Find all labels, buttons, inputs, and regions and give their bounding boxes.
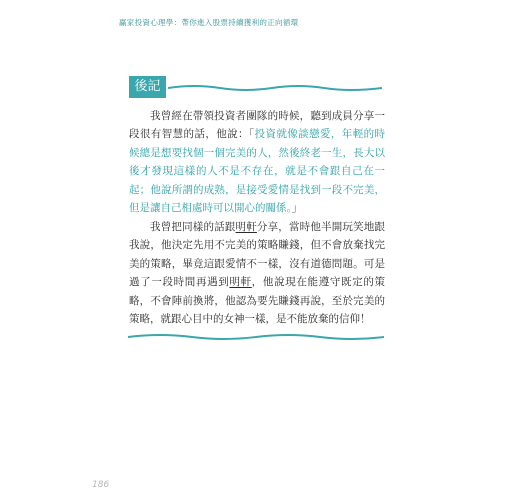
paragraph-1-quote: 投資就像談戀愛，年輕的時候總是想要找個一個完美的人，然後終老一生，長大以後才發現這樣的人不是不存在，就是不會跟自己在一起；他說所謂的成熟，是接受愛情是找到一段不完美，但是讓自己相處時可以開心的關係。 xyxy=(129,128,386,215)
paragraph-2 xyxy=(129,218,385,328)
paragraph-1-close: 」 xyxy=(291,202,303,215)
person-name-1: 明軒 xyxy=(235,221,257,233)
paragraph-1-lead: 我曾經在帶領投資者團隊的時候，聽到成員分享一段很有智慧的話，他說：「 xyxy=(129,110,385,141)
running-header: 贏家投資心理學：帶你進入股票持續獲利的正向循環 xyxy=(119,18,299,27)
page-number: 186 xyxy=(92,480,110,490)
paragraph-2-part2: 分享，當時他半開玩笑地跟我說，他決定先用不完美的策略賺錢，但不會放棄找完美的策略，畢竟這跟愛情不一樣，沒有道德問題。可是過了一段時間再遇到 xyxy=(129,221,386,289)
title-wave-divider xyxy=(168,82,382,94)
section-title: 後記 xyxy=(129,76,166,98)
paragraph-1 xyxy=(129,107,385,217)
bottom-wave-divider xyxy=(128,331,384,343)
person-name-2: 明軒 xyxy=(229,276,252,289)
paragraph-2-part1: 我曾把同樣的話跟 xyxy=(150,221,236,233)
paragraph-2-part3: ，他說現在能遵守既定的策略，不會陣前換將，他認為要先賺錢再說，至於完美的策略，就跟心目中的女神一樣，是不能放棄的信仰！ xyxy=(129,276,386,326)
